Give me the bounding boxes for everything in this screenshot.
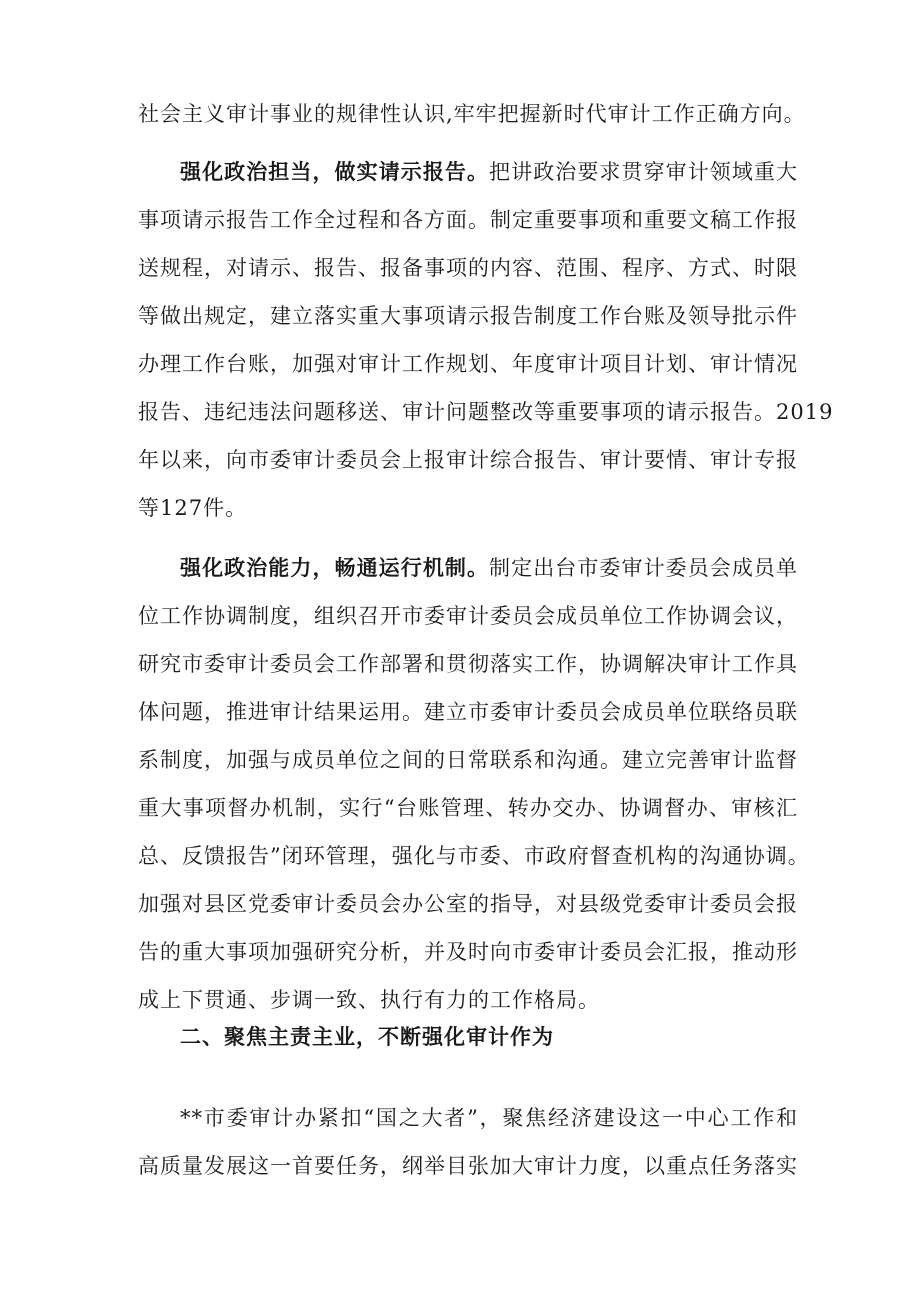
paragraph-line: 报告、违纪违法问题移送、审计问题整改等重要事项的请示报告。2019 [138, 400, 834, 424]
paragraph-line: 研究市委审计委员会工作部署和贯彻落实工作，协调解决审计工作具 [138, 652, 798, 676]
paragraph-line: 告的重大事项加强研究分析，并及时向市委审计委员会汇报，推动形 [138, 940, 798, 964]
paragraph-continuation [138, 90, 806, 138]
paragraph-line: 位工作协调制度，组织召开市委审计委员会成员单位工作协调会议， [138, 604, 798, 628]
paragraph-line: 成上下贯通、步调一致、执行有力的工作格局。 [138, 988, 600, 1012]
section-heading: 二、聚焦主责主业，不断强化审计作为 [180, 1024, 554, 1049]
paragraph-line: 等127件。 [138, 496, 248, 520]
paragraph-line: 送规程，对请示、报告、报备事项的内容、范围、程序、方式、时限 [138, 256, 798, 280]
paragraph-line: 加强对县区党委审计委员会办公室的指导，对县级党委审计委员会报 [138, 892, 798, 916]
paragraph-line: 事项请示报告工作全过程和各方面。制定重要事项和重要文稿工作报 [138, 208, 798, 232]
paragraph-line: 总、反馈报告”闭环管理，强化与市委、市政府督查机构的沟通协调。 [138, 844, 810, 868]
paragraph-operating-mechanism [138, 544, 810, 1024]
paragraph-lead-heading: 强化政治能力，畅通运行机制。 [180, 555, 490, 580]
paragraph-line: 强化政治担当，做实请示报告。把讲政治要求贯穿审计领域重大 [180, 159, 799, 184]
paragraph-line: 社会主义审计事业的规律性认识,牢牢把握新时代审计工作正确方向。 [138, 102, 806, 126]
paragraph-line: 高质量发展这一首要任务，纲举目张加大审计力度，以重点任务落实 [138, 1154, 798, 1178]
paragraph-line: 年以来，向市委审计委员会上报审计综合报告、审计要情、审计专报 [138, 448, 798, 472]
paragraph-line: 系制度，加强与成员单位之间的日常联系和沟通。建立完善审计监督 [138, 748, 798, 772]
paragraph-lead-heading: 强化政治担当，做实请示报告。 [180, 159, 490, 184]
paragraph-line: 体问题，推进审计结果运用。建立市委审计委员会成员单位联络员联 [138, 700, 798, 724]
paragraph-audit-focus [138, 1094, 798, 1190]
paragraph-line: **市委审计办紧扣“国之大者”，聚焦经济建设这一中心工作和 [180, 1106, 798, 1130]
paragraph-request-report [138, 148, 834, 532]
paragraph-line: 等做出规定，建立落实重大事项请示报告制度工作台账及领导批示件 [138, 304, 798, 328]
paragraph-line: 强化政治能力，畅通运行机制。制定出台市委审计委员会成员单 [180, 555, 799, 580]
paragraph-line: 重大事项督办机制，实行“台账管理、转办交办、协调督办、审核汇 [138, 796, 798, 820]
paragraph-line: 办理工作台账，加强对审计工作规划、年度审计项目计划、审计情况 [138, 352, 798, 376]
